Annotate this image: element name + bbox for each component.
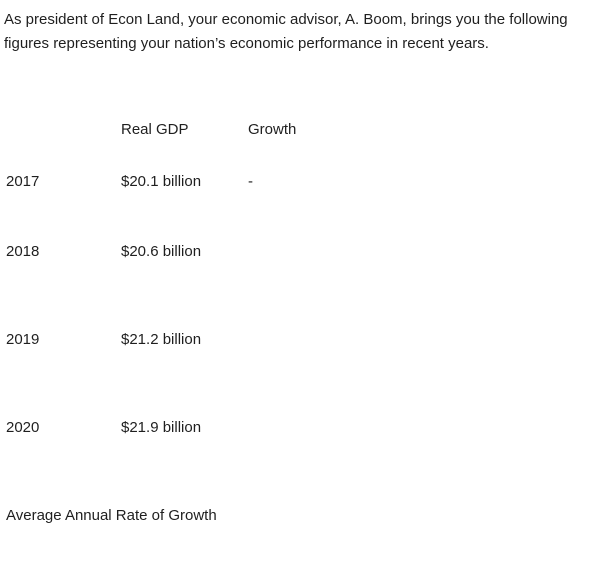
row-gdp: $21.2 billion	[121, 331, 202, 348]
row-gdp: $20.6 billion	[121, 243, 202, 260]
row-growth: -	[248, 173, 253, 190]
row-year: 2017	[6, 173, 40, 190]
header-growth: Growth	[248, 121, 297, 138]
intro-paragraph: As president of Econ Land, your economic advisor, A. Boom, brings you the following figures representing your nation’s economic performance in recent years.	[4, 11, 568, 52]
row-gdp: $20.1 billion	[121, 173, 202, 190]
row-gdp: $21.9 billion	[121, 419, 202, 436]
row-year: 2020	[6, 419, 40, 436]
row-year: 2019	[6, 331, 40, 348]
row-year: 2018	[6, 243, 40, 260]
header-real-gdp: Real GDP	[121, 121, 189, 138]
average-growth-label: Average Annual Rate of Growth	[6, 507, 217, 524]
